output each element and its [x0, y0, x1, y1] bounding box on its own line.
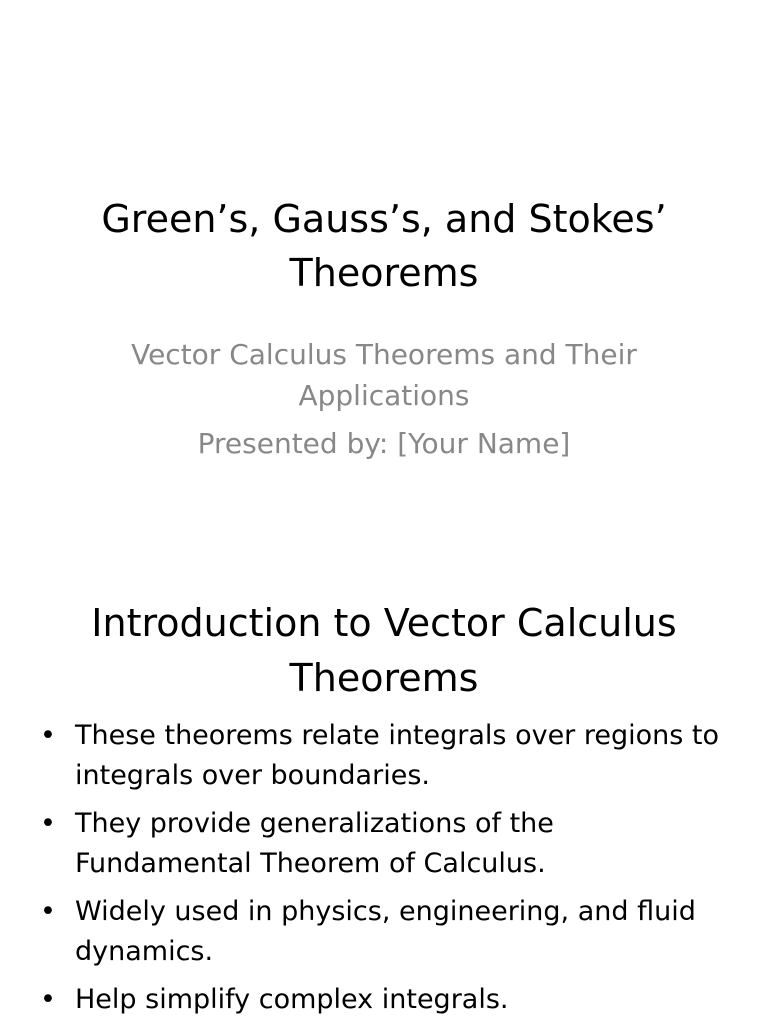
presentation-title: Green’s, Gauss’s, and Stokes’ Theorems	[101, 197, 667, 295]
bullet-text: These theorems relate integrals over regions to integrals over boundaries.	[75, 720, 720, 791]
bullet-icon: •	[40, 896, 56, 927]
bullet-text: They provide generalizations of the Fundamental Theorem of Calculus.	[75, 808, 554, 879]
bullet-icon: •	[40, 984, 56, 1015]
bullet-text: Help simplify complex integrals.	[75, 984, 509, 1015]
subtitle-presenter: Presented by: [Your Name]	[197, 427, 571, 460]
introduction-slide	[0, 576, 768, 1024]
bullet-icon: •	[40, 808, 56, 839]
bullet-item	[40, 804, 730, 884]
bullet-item	[40, 980, 730, 1020]
bullet-item	[40, 892, 730, 972]
bullet-item	[40, 716, 730, 796]
presentation-subtitle	[80, 334, 688, 464]
bullet-text: Widely used in physics, engineering, and fluid dynamics.	[75, 896, 696, 967]
bullet-icon: •	[40, 720, 56, 751]
slide-title: Introduction to Vector Calculus Theorems	[91, 601, 677, 700]
subtitle-topic: Vector Calculus Theorems and Their Applications	[131, 338, 637, 412]
bullet-list	[40, 716, 730, 1028]
